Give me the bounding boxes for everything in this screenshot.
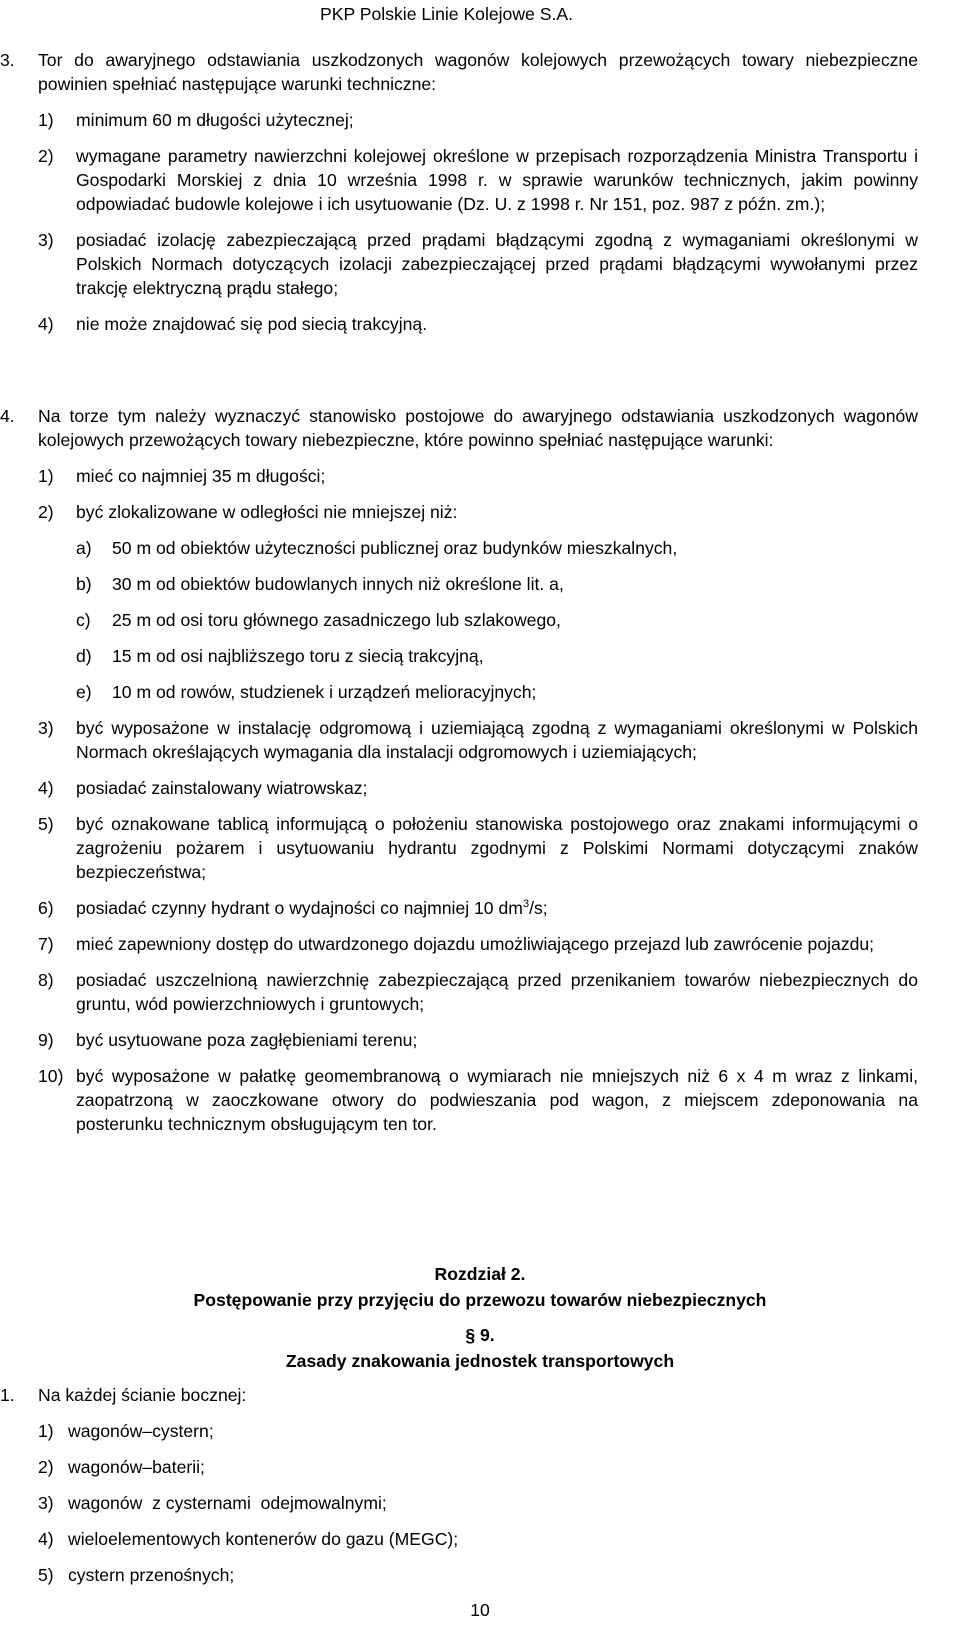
s4-item-10-number: 10) [38, 1066, 64, 1086]
paragraph-title: Zasady znakowania jednostek transportowych [285, 1351, 675, 1371]
s4-item-1-text: mieć co najmniej 35 m długości; [76, 466, 326, 486]
p9-item-3-text: wagonów z cysternami odejmowalnymi; [68, 1493, 387, 1513]
s4-sub-e-letter: e) [76, 682, 92, 702]
s4-sub-d-letter: d) [76, 646, 92, 666]
p9-item-3-number: 3) [38, 1493, 54, 1513]
p9-item-5-text: cystern przenośnych; [68, 1565, 235, 1585]
s4-item-5-number: 5) [38, 814, 54, 834]
section-4 [0, 404, 960, 1136]
paragraph-number: § 9. [465, 1325, 495, 1345]
s4-item-1-number: 1) [38, 466, 54, 486]
s3-item-3-number: 3) [38, 230, 54, 250]
s4-item-6-text: posiadać czynny hydrant o wydajności co najmniej 10 dm [76, 898, 523, 918]
section-3-text: Tor do awaryjnego odstawiania uszkodzonych wagonów kolejowych przewożących towary niebezpieczne powinien spełniać następujące warunki techniczne: [38, 50, 918, 94]
s4-sub-c-text: 25 m od osi toru głównego zasadniczego lub szlakowego, [112, 610, 561, 630]
document-header: PKP Polskie Linie Kolejowe S.A. [320, 4, 573, 24]
section-4-number: 4. [0, 406, 15, 426]
p9-item-4-text: wieloelementowych kontenerów do gazu (MEGC); [68, 1529, 459, 1549]
s3-item-1-number: 1) [38, 110, 54, 130]
s4-sub-e-text: 10 m od rowów, studzienek i urządzeń melioracyjnych; [112, 682, 537, 702]
s4-item-8-number: 8) [38, 970, 54, 990]
p9-s1-number: 1. [0, 1385, 15, 1405]
s4-sub-d-text: 15 m od osi najbliższego toru z siecią trakcyjną, [112, 646, 484, 666]
s3-item-1-text: minimum 60 m długości użytecznej; [76, 110, 354, 130]
s3-item-4-text: nie może znajdować się pod siecią trakcyjną. [76, 314, 428, 334]
s4-sub-b-text: 30 m od obiektów budowlanych innych niż określone lit. a, [112, 574, 564, 594]
s4-item-2-number: 2) [38, 502, 54, 522]
section-3 [0, 48, 960, 336]
p9-item-1-text: wagonów–cystern; [68, 1421, 214, 1441]
s4-item-8-text: posiadać uszczelnioną nawierzchnię zabezpieczającą przed przenikaniem towarów niebezpiecznych do gruntu, wód powierzchniowych i gruntowych; [76, 970, 918, 1014]
s4-sub-c-letter: c) [76, 610, 91, 630]
p9-item-5-number: 5) [38, 1565, 54, 1585]
s4-item-3-text: być wyposażone w instalację odgromową i uziemiającą zgodną z wymaganiami określonymi w Polskich Normach określających wymagania dla instalacji odgromowych i uziemiających; [76, 718, 918, 762]
chapter-title: Postępowanie przy przyjęciu do przewozu towarów niebezpiecznych [193, 1290, 767, 1310]
p9-s1-text: Na każdej ścianie bocznej: [38, 1385, 247, 1405]
s4-sub-a-letter: a) [76, 538, 92, 558]
p9-item-1-number: 1) [38, 1421, 54, 1441]
page-number: 10 [470, 1600, 490, 1620]
s4-item-6-line [76, 896, 918, 920]
s4-item-4-text: posiadać zainstalowany wiatrowskaz; [76, 778, 368, 798]
s4-item-5-text: być oznakowane tablicą informującą o położeniu stanowiska postojowego oraz znakami informującymi o zagrożeniu pożarem i usytuowaniu hydrantu zgodnymi z Polskimi Normami dotyczącymi znaków bezpieczeństwa; [76, 814, 918, 882]
section-4-text: Na torze tym należy wyznaczyć stanowisko postojowe do awaryjnego odstawiania uszkodzonych wagonów kolejowych przewożących towary niebezpieczne, które powinno spełniać następujące warunki: [38, 406, 918, 450]
p9-item-2-text: wagonów–baterii; [68, 1457, 205, 1477]
p9-item-4-number: 4) [38, 1529, 54, 1549]
s4-item-7-text: mieć zapewniony dostęp do utwardzonego dojazdu umożliwiającego przejazd lub zawrócenie pojazdu; [76, 934, 875, 954]
s4-item-9-number: 9) [38, 1030, 54, 1050]
s4-item-4-number: 4) [38, 778, 54, 798]
s4-item-6-text-after: /s; [529, 898, 548, 918]
p9-section-1 [0, 1383, 960, 1587]
s3-item-4-number: 4) [38, 314, 54, 334]
s4-item-6-number: 6) [38, 898, 54, 918]
s4-item-2-text: być zlokalizowane w odległości nie mniejszej niż: [76, 502, 458, 522]
p9-item-2-number: 2) [38, 1457, 54, 1477]
s4-item-9-text: być usytuowane poza zagłębieniami terenu; [76, 1030, 418, 1050]
chapter-label: Rozdział 2. [434, 1264, 526, 1284]
s3-item-2-number: 2) [38, 146, 54, 166]
s4-item-6-superscript: 3 [522, 898, 530, 911]
s4-item-10-text: być wyposażone w pałatkę geomembranową o wymiarach nie mniejszych niż 6 x 4 m wraz z linkami, zaopatrzoną w zaoczkowane otwory do podwieszania pod wagon, z miejscem zdeponowania na posterunku technicznym obsługującym ten tor. [76, 1066, 918, 1134]
s4-sub-b-letter: b) [76, 574, 92, 594]
s3-item-2-text: wymagane parametry nawierzchni kolejowej określone w przepisach rozporządzenia Ministra Transportu i Gospodarki Morskiej z dnia 10 września 1998 r. w sprawie warunków technicznych, jakim powinny odpowiadać budowle kolejowe i ich usytuowanie (Dz. U. z 1998 r. Nr 151, poz. 987 z późn. zm.); [76, 146, 918, 214]
s3-item-3-text: posiadać izolację zabezpieczającą przed prądami błądzącymi zgodną z wymaganiami określonymi w Polskich Normach dotyczących izolacji zabezpieczającej przed prądami błądzącymi wywołanymi przez trakcję elektryczną prądu stałego; [76, 230, 918, 298]
s4-sub-a-text: 50 m od obiektów użyteczności publicznej oraz budynków mieszkalnych, [112, 538, 678, 558]
s4-item-3-number: 3) [38, 718, 54, 738]
section-3-number: 3. [0, 50, 15, 70]
s4-item-7-number: 7) [38, 934, 54, 954]
